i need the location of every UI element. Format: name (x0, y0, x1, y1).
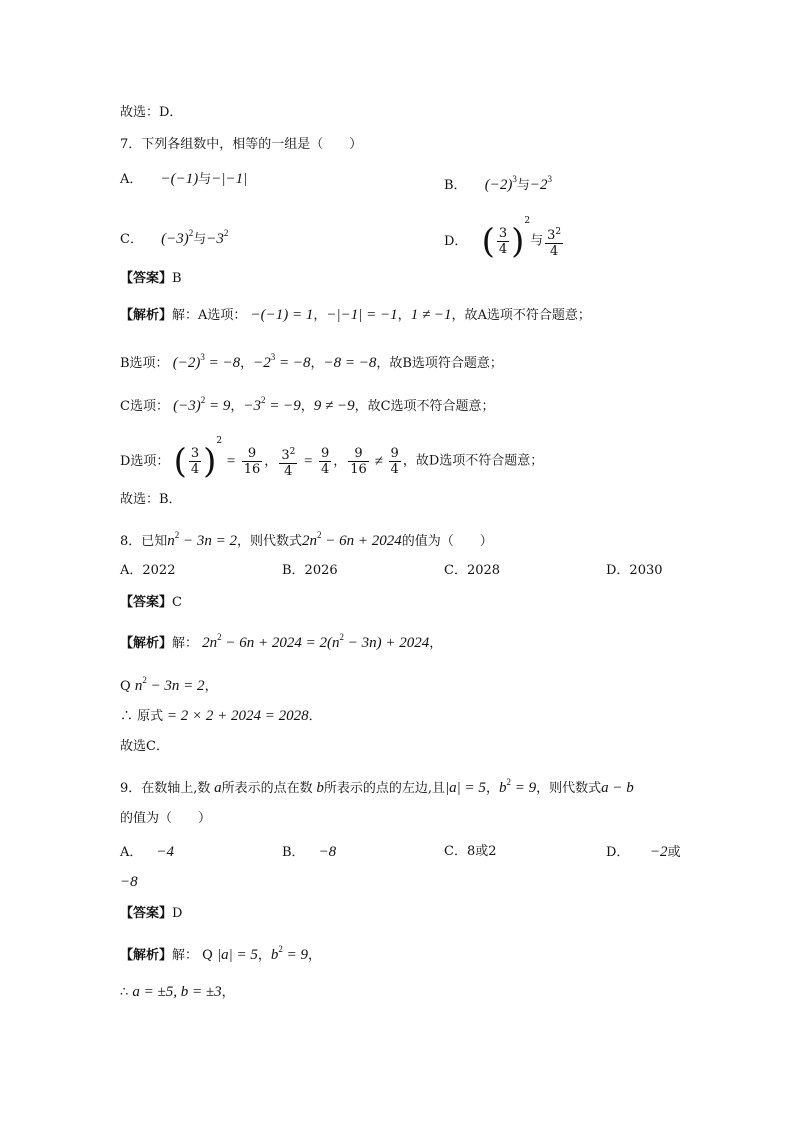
answer-9: 【答案】D (120, 906, 183, 921)
q7-option-a: A． −(−1)与−|−1| (120, 171, 248, 187)
q9-option-d-continued: −8 (120, 874, 138, 890)
solution-7-b: B选项： $(-2)^3 = -8$，$-2^3 = -8$，−8 = −8，故B选项符合题意； (120, 352, 503, 371)
q7-option-c: C． $(-3)^2$与$-3^2$ (120, 228, 229, 247)
solution-8-3: ∴ 原式 = 2 × 2 + 2024 = 2028． (120, 708, 322, 724)
question-9-line-1: 9．在数轴上,数 a所表示的点在数 b所表示的点的左边,且|a| = 5，$b^2 = 9$，则代数式a − b (120, 777, 634, 796)
conclusion-line-prev: 故选：D． (120, 105, 183, 120)
q9-option-a: A． −4 (120, 844, 175, 860)
conclusion-8: 故选C． (120, 739, 169, 754)
q9-option-b: B． −8 (282, 844, 337, 860)
q7-option-b: B． $(-2)^3$与$-2^3$ (444, 174, 552, 193)
solution-7-c: C选项： $(-3)^2 = 9$，$-3^2 = -9$，9 ≠ −9，故C选项不符合题意； (120, 395, 495, 414)
solution-7-a: 【解析】解：A选项： −(−1) = 1，−|−1| = −1，1 ≠ −1，故A选项不符合题意； (120, 307, 591, 323)
solution-7-d: D选项： ( $\frac{3}{4}$ )$^2$ = $\frac{9}{16}$ ， $\frac{3^2}{4}$ = $\frac{9}{4}$ ， $\frac{9}{16}$ ≠ $\frac{9}{4}$ ，故D选项不符合题意； (120, 436, 544, 482)
answer-8: 【答案】C (120, 595, 182, 610)
q8-option-d: D．2030 (606, 563, 663, 578)
answer-7: 【答案】B (120, 271, 182, 286)
q8-option-a: A．2022 (120, 563, 176, 578)
solution-8-1: 【解析】解： $2n^2 - 6n + 2024 = 2(n^2 - 3n) + 2024$， (120, 632, 443, 651)
q8-option-c: C．2028 (444, 563, 501, 578)
q9-option-d: D． −2或 (606, 844, 681, 860)
conclusion-7: 故选：B． (120, 492, 182, 507)
question-9-line-2: 的值为（ ） (120, 811, 212, 826)
q7-option-d: D． ( $\frac{3}{4}$ )$^2$与 $\frac{3^2}{4}$ (444, 216, 562, 262)
solution-8-2: Q $n^2 - 3n = 2$， (120, 675, 218, 694)
solution-9-1: 【解析】解： Q |a| = 5，$b^2 = 9$， (120, 944, 322, 963)
q9-option-c: C．8或2 (444, 844, 497, 859)
question-8: 8．已知$n^2 - 3n = 2$，则代数式$2n^2 - 6n + 2024$的值为（ ） (120, 530, 493, 549)
solution-9-2: ∴ a = ±5, b = ±3， (120, 984, 235, 1000)
question-7: 7．下列各组数中，相等的一组是（ ） (120, 137, 363, 152)
q8-option-b: B．2026 (282, 563, 338, 578)
